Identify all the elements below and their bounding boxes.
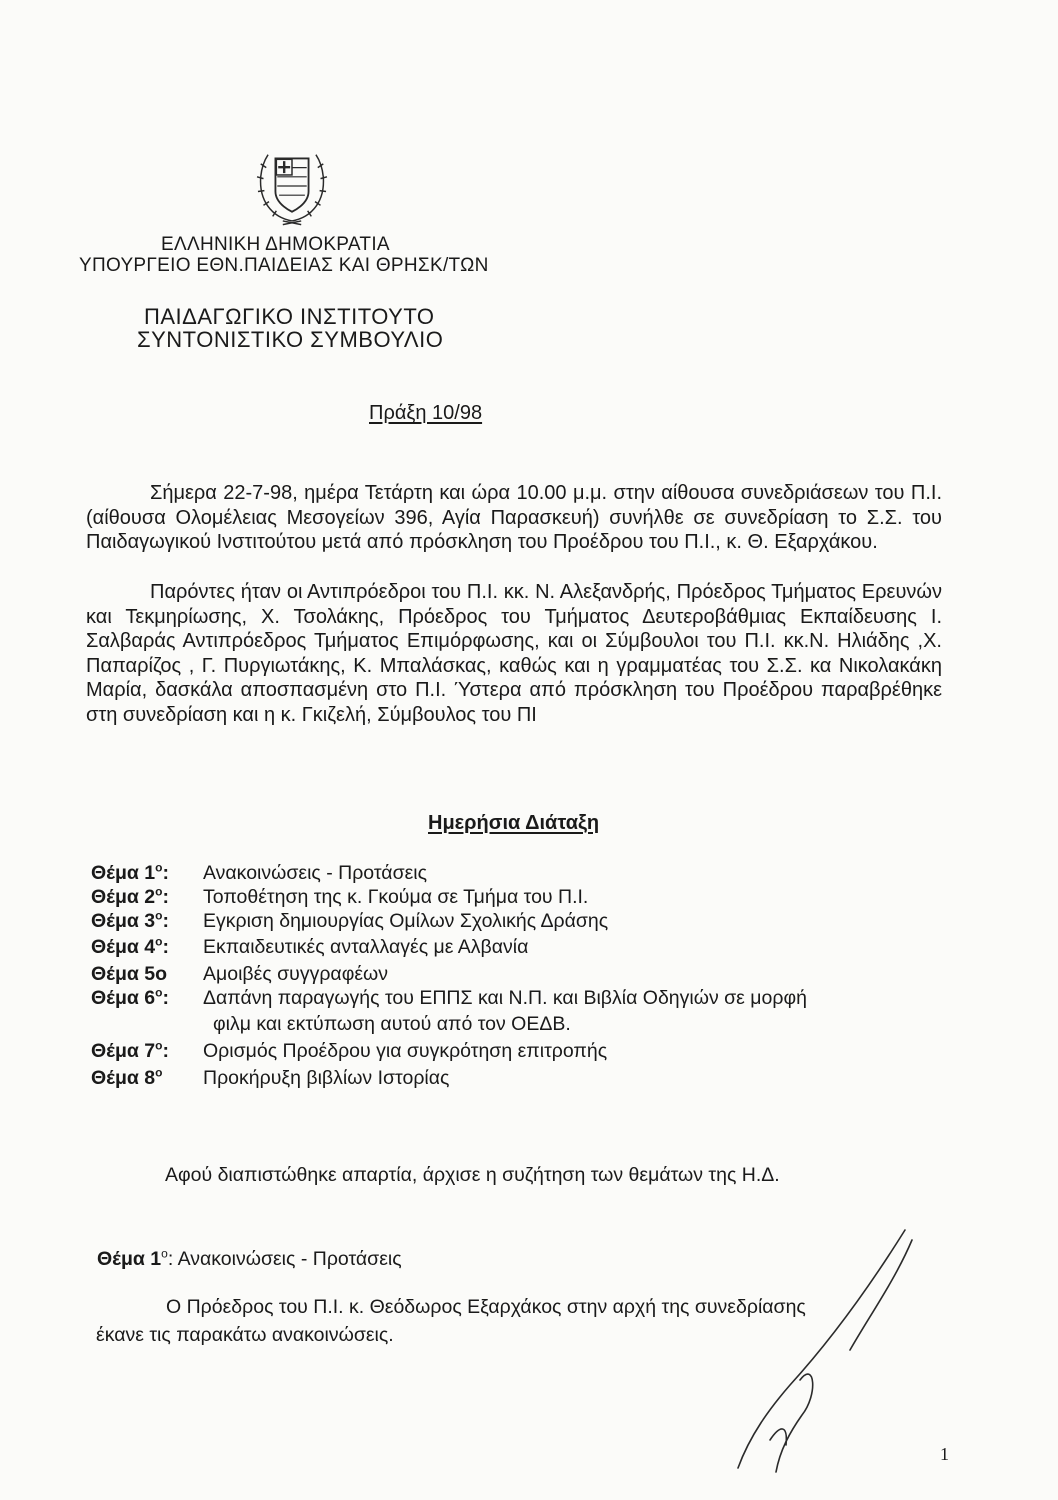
page-title: Πράξη 10/98 bbox=[369, 402, 483, 424]
agenda-item-text: Εγκριση δημιουργίας Ομίλων Σχολικής Δράσης bbox=[203, 910, 609, 932]
agenda-item-label: Θέμα 5ο bbox=[91, 963, 168, 985]
agenda-item-label: Θέμα $7^o$: bbox=[91, 1038, 169, 1062]
agenda-item bbox=[91, 862, 427, 885]
agenda-item bbox=[91, 886, 588, 909]
agenda-title: Ημερήσια Διάταξη bbox=[428, 812, 600, 834]
agenda-item-label: Θέμα $1^o$: bbox=[91, 860, 169, 884]
agenda-item bbox=[91, 963, 388, 986]
page-number: 1 bbox=[940, 1444, 949, 1464]
header-line-institute: ΠΑΙΔΑΓΩΓΙΚΟ ΙΝΣΤΙΤΟΥΤΟ bbox=[144, 304, 435, 329]
agenda-item-text: Ανακοινώσεις - Προτάσεις bbox=[203, 862, 428, 884]
agenda-item bbox=[91, 1067, 449, 1090]
agenda-item-continuation: φιλμ και εκτύπωση αυτού από τον ΟΕΔΒ. bbox=[213, 1013, 571, 1035]
agenda-item bbox=[91, 936, 528, 959]
agenda-item bbox=[91, 987, 807, 1010]
president-line-2: έκανε τις παρακάτω ανακοινώσεις. bbox=[96, 1324, 394, 1346]
header-line-council: ΣΥΝΤΟΝΙΣΤΙΚΟ ΣΥΜΒΟΥΛΙΟ bbox=[137, 327, 444, 352]
agenda-item-text: Τοποθέτηση της κ. Γκούμα σε Τμήμα του Π.Ι. bbox=[203, 886, 589, 908]
agenda-item-label: Θέμα $3^o$: bbox=[91, 908, 169, 932]
agenda-item-label: Θέμα $4^o$: bbox=[91, 934, 169, 958]
quorum-line: Αφού διαπιστώθηκε απαρτία, άρχισε η συζήτηση των θεμάτων της Η.Δ. bbox=[165, 1164, 780, 1186]
greek-state-emblem-icon bbox=[246, 140, 338, 232]
president-line-1: Ο Πρόεδρος του Π.Ι. κ. Θεόδωρος Εξαρχάκος στην αρχή της συνεδρίασης bbox=[166, 1296, 806, 1318]
agenda-item-text: Εκπαιδευτικές ανταλλαγές με Αλβανία bbox=[203, 936, 529, 958]
agenda-item-text: Αμοιβές συγγραφέων bbox=[203, 963, 389, 985]
header-line-ministry: ΥΠΟΥΡΓΕΙΟ ΕΘΝ.ΠΑΙΔΕΙΑΣ ΚΑΙ ΘΡΗΣΚ/ΤΩΝ bbox=[79, 255, 489, 276]
agenda-item bbox=[91, 1040, 607, 1063]
agenda-item-text: Προκήρυξη βιβλίων Ιστορίας bbox=[203, 1067, 450, 1089]
attendees-paragraph: Παρόντες ήταν οι Αντιπρόεδροι του Π.Ι. κκ. Ν. Αλεξανδρής, Πρόεδρος Τμήματος Ερευνών και Τεκμηρίωσης, Χ. Τσολάκης, Πρόεδρος του Τμήματος Δευτεροβάθμιας Εκπαίδευσης Ι. Σαλβαράς Αντιπρόεδρος Τμήματος Επιμόρφωσης, και οι Σύμβουλοι του Π.Ι. κκ.Ν. Ηλιάδης ,Χ. Παπαρίζος , Γ. Πυργιωτάκης, Κ. Μπαλάσκας, καθώς και η γραμματέας του Σ.Σ. κα Νικολακάκη Μαρία, δασκάλα αποσπασμένη στο Π.Ι. Ύστερα από πρόσκληση του Προέδρου παραβρέθηκε στη συνεδρίαση και η κ. Γκιζελή, Σύμβουλος του ΠΙ bbox=[86, 581, 942, 726]
intro-paragraph: Σήμερα 22-7-98, ημέρα Τετάρτη και ώρα 10.00 μ.μ. στην αίθουσα συνεδριάσεων του Π.Ι. (αίθουσα Ολομέλειας Μεσογείων 396, Αγία Παρασκευή) συνήλθε σε συνεδρίαση το Σ.Σ. του Παιδαγωγικού Ινστιτούτου μετά από πρόσκληση του Προέδρου του Π.Ι., κ. Θ. Εξαρχάκου. bbox=[86, 482, 942, 553]
agenda-item-text: Δαπάνη παραγωγής του ΕΠΠΣ και Ν.Π. και Βιβλία Οδηγιών σε μορφή bbox=[203, 987, 807, 1009]
agenda-item-text: Ορισμός Προέδρου για συγκρότηση επιτροπής bbox=[203, 1040, 608, 1062]
agenda-item-label: Θέμα $6^o$: bbox=[91, 985, 169, 1009]
agenda-item bbox=[91, 910, 608, 933]
handwritten-signature-icon bbox=[730, 1210, 940, 1480]
agenda-item-label: Θέμα $2^o$: bbox=[91, 884, 169, 908]
header-line-republic: ΕΛΛΗΝΙΚΗ ΔΗΜΟΚΡΑΤΙΑ bbox=[161, 234, 390, 255]
topic1-heading: Θέμα $1^o$: Ανακοινώσεις - Προτάσεις bbox=[97, 1246, 402, 1270]
agenda-item-label: Θέμα $8^o$ bbox=[91, 1065, 163, 1089]
topic1-text: Ανακοινώσεις - Προτάσεις bbox=[177, 1248, 402, 1270]
